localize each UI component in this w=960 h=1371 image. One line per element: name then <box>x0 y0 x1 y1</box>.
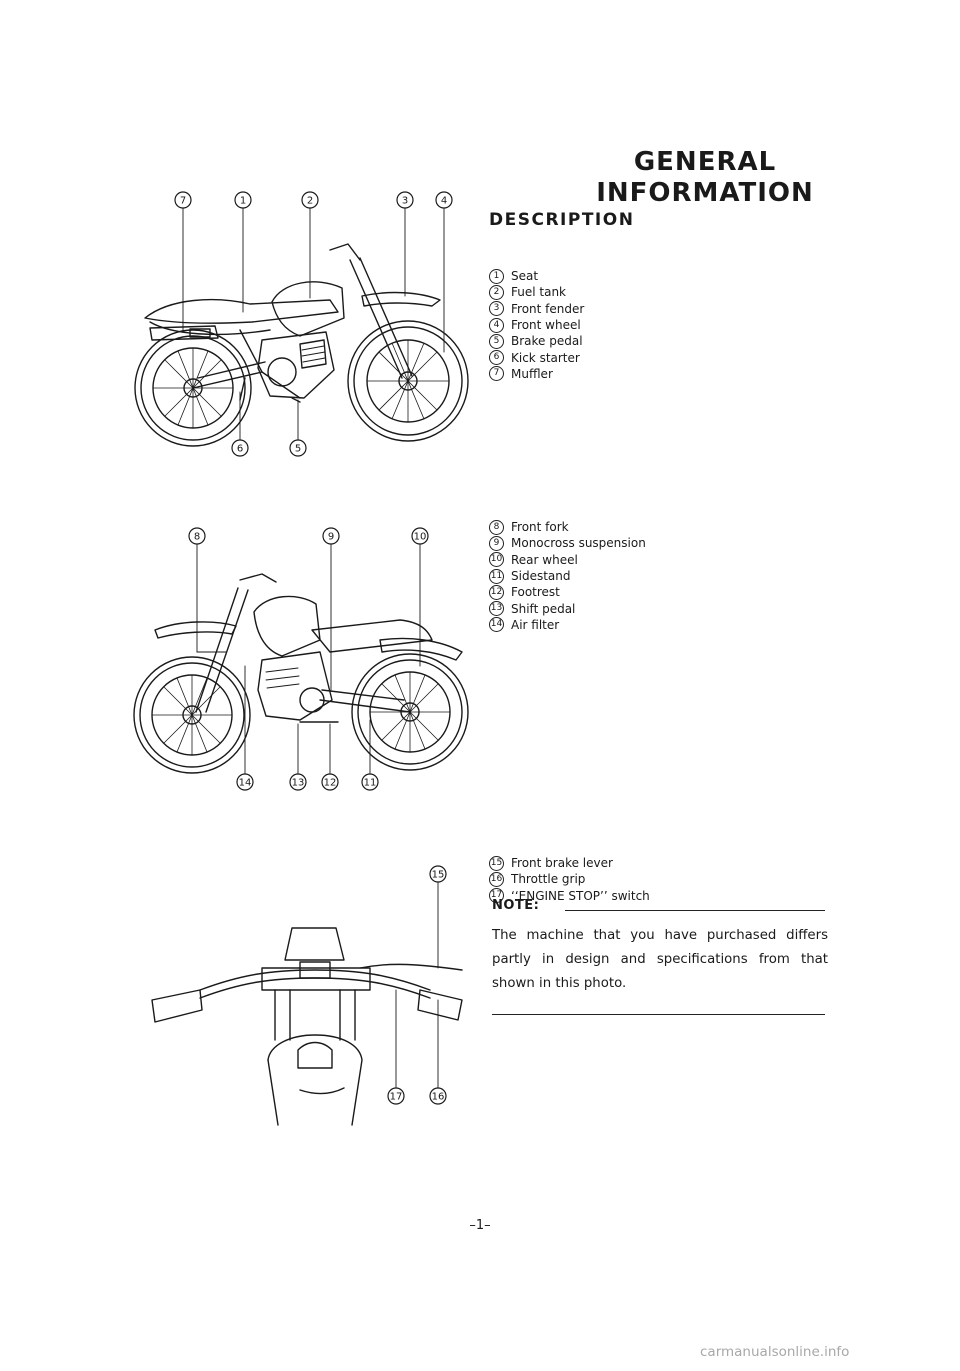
callout-number: 15 <box>489 856 504 871</box>
svg-text:6: 6 <box>236 443 244 455</box>
figure-1-leader-lines <box>183 208 444 440</box>
callout-5 <box>290 440 306 456</box>
part-label: ‘‘ENGINE STOP’’ switch <box>511 888 650 903</box>
part-label: Sidestand <box>511 569 571 584</box>
part-label: Front fender <box>511 301 585 316</box>
svg-text:3: 3 <box>401 195 409 207</box>
part-label: Shift pedal <box>511 601 576 616</box>
callout-number: 5 <box>489 334 504 349</box>
callout-11 <box>362 774 378 790</box>
part-label: Front brake lever <box>511 856 613 871</box>
callout-14 <box>237 774 253 790</box>
callout-16 <box>430 1088 446 1104</box>
svg-text:7: 7 <box>179 195 187 207</box>
part-label: Footrest <box>511 585 560 600</box>
note-text: The machine that you have purchased differs partly in design and specifications from that shown in this photo. <box>492 928 828 991</box>
svg-text:13: 13 <box>291 777 305 789</box>
callout-number: 7 <box>489 366 504 381</box>
page-title-line1: GENERAL <box>633 147 777 177</box>
part-label: Brake pedal <box>511 334 583 349</box>
svg-text:10: 10 <box>413 531 427 543</box>
note-label: NOTE: <box>492 898 540 913</box>
part-label: Monocross suspension <box>511 536 646 551</box>
motorcycle-left-side-illustration <box>134 574 468 773</box>
page-title-line2: INFORMATION <box>596 178 814 208</box>
svg-text:11: 11 <box>363 777 377 789</box>
callout-number: 2 <box>489 285 504 300</box>
part-label: Muffler <box>511 366 553 381</box>
callout-13 <box>290 774 306 790</box>
svg-text:15: 15 <box>431 869 445 881</box>
callout-9 <box>323 528 339 544</box>
callout-number: 8 <box>489 520 504 535</box>
part-label: Kick starter <box>511 350 580 365</box>
motorcycle-right-side-illustration <box>135 244 468 446</box>
callout-7 <box>175 192 191 208</box>
callout-number: 4 <box>489 318 504 333</box>
svg-text:12: 12 <box>323 777 337 789</box>
callout-8 <box>189 528 205 544</box>
svg-text:1: 1 <box>239 195 247 207</box>
callout-number: 10 <box>489 552 504 567</box>
svg-text:14: 14 <box>238 777 252 789</box>
callout-4 <box>436 192 452 208</box>
callout-number: 3 <box>489 301 504 316</box>
callout-number: 12 <box>489 585 504 600</box>
part-label: Seat <box>511 269 539 284</box>
callout-1 <box>235 192 251 208</box>
svg-text:8: 8 <box>193 531 201 543</box>
part-label: Rear wheel <box>511 552 578 567</box>
callout-number: 17 <box>489 888 504 903</box>
callout-10 <box>412 528 428 544</box>
svg-text:2: 2 <box>306 195 314 207</box>
callout-number: 1 <box>489 269 504 284</box>
part-label: Air filter <box>511 617 560 632</box>
callout-number: 6 <box>489 350 504 365</box>
svg-text:5: 5 <box>294 443 302 455</box>
part-label: Throttle grip <box>511 872 586 887</box>
callout-number: 9 <box>489 536 504 551</box>
callout-number: 13 <box>489 601 504 616</box>
handlebar-illustration <box>152 928 462 1125</box>
section-heading: DESCRIPTION <box>489 210 635 230</box>
callout-6 <box>232 440 248 456</box>
callout-17 <box>388 1088 404 1104</box>
callout-number: 11 <box>489 569 504 584</box>
callout-15 <box>430 866 446 882</box>
callout-markers <box>175 192 452 1104</box>
page-number: –1– <box>469 1218 491 1233</box>
svg-text:9: 9 <box>327 531 335 543</box>
svg-text:17: 17 <box>389 1091 403 1103</box>
part-label: Front wheel <box>511 318 581 333</box>
callout-number: 16 <box>489 872 504 887</box>
callout-3 <box>397 192 413 208</box>
callout-number: 14 <box>489 617 504 632</box>
part-label: Fuel tank <box>511 285 566 300</box>
callout-2 <box>302 192 318 208</box>
part-label: Front fork <box>511 520 569 535</box>
svg-text:4: 4 <box>440 195 448 207</box>
svg-text:16: 16 <box>431 1091 445 1103</box>
watermark: carmanualsonline.info <box>700 1344 850 1360</box>
callout-12 <box>322 774 338 790</box>
